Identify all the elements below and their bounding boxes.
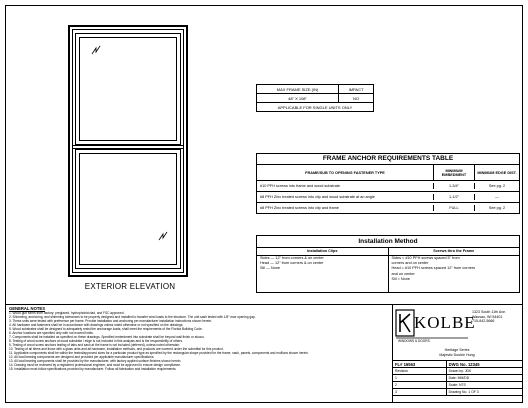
installation-title: Installation Method <box>257 236 519 248</box>
general-notes <box>9 306 369 371</box>
note-item: 1. Wood gulf forms from factory: preglazed, hydrophobic/clad, and FSC approved. <box>9 311 125 315</box>
mfs-header-impact: IMPACT <box>339 85 374 94</box>
series-name: Heritage Series <box>444 348 470 352</box>
fa-cell-edge: — <box>495 195 499 199</box>
fa-cell-embedment: FULL <box>434 205 475 211</box>
fa-cell-fastener: #8 PFH Zinc treated screws into clip and frame <box>257 205 434 211</box>
installation-line: corners and on center <box>391 261 429 266</box>
date: Date: MM/DD <box>446 375 522 382</box>
logo-text: KOLBE <box>414 313 476 332</box>
installation-line: and on center <box>391 271 415 276</box>
note-item: 12. All load bearing components are designed and provided per applicable manufacturer specifications. <box>9 355 155 359</box>
installation-line: Head = #10 PFH screws spaced 12" from corners <box>391 266 476 271</box>
note-item: 5. Wood substrates shall be designed to adequately resist the anchorage loads, shall meet the requirements of the Florida Building Code. <box>9 327 203 331</box>
table-row <box>257 192 519 203</box>
title-block-grid <box>392 360 523 396</box>
note-item: 2. Shimming, anchoring, and shimming tolerances to be properly designed and installed to transfer wind loads to the structure. The unit sash tested with 1/8" max opening gap. <box>9 315 256 319</box>
note-item: 7. Components shall be installed as specified on these drawings. Specified embedment into substrate shall be beyond wall finish or stucco. <box>9 335 205 339</box>
company-address <box>472 310 520 324</box>
mfs-header-size: MAX FRAME SIZE (IN) <box>257 85 339 94</box>
glass-reflection-icon-lower <box>157 230 169 244</box>
table-row <box>393 361 523 368</box>
frame-anchor-table <box>256 153 520 214</box>
note-item: 15. Installation must follow specifications provided by manufacturer. Follow all fabrication and installation requirements. <box>9 367 177 371</box>
fa-cell-edge: See pg. 2 <box>488 206 506 210</box>
note-item: 9. Testing of wood screw anchors testing of tabs and sash at the frame is not included (deferred), unless noted otherwise. <box>9 343 180 347</box>
frame-anchor-title: FRAME ANCHOR REQUIREMENTS TABLE <box>257 154 519 165</box>
installation-clips-column <box>257 248 389 292</box>
table-row <box>257 181 519 192</box>
mfs-footer: APPLICABLE FOR SINGLE UNITS ONLY <box>257 103 374 112</box>
note-item: 3. These units were tested with preference per frame. Provide installation and anchoring per manufacturer installation instructions shown herein. <box>9 319 212 323</box>
revision-label: Revision <box>393 368 447 375</box>
installation-line: Sill = None <box>391 276 410 281</box>
drawing-number: Drawing No. 1 OF 3 <box>446 389 522 396</box>
note-item: 6. Anchor locations are specified only with not exceed limits. <box>9 331 94 335</box>
note-item: 4. All hardware and fasteners shall be in accordance with drawings unless noted otherwise or not specified on the drawings. <box>9 323 184 327</box>
revision-2: 2 <box>393 382 447 389</box>
dwg-number: DWG No. 12345 <box>446 361 522 368</box>
table-row <box>393 368 523 375</box>
fa-cell-fastener: #10 PFH screws into frame and wood substrate <box>257 183 434 189</box>
company-logo <box>394 308 476 344</box>
note-item: 13. All load bearing components shall be provided by the manufacturer, with factory applied surface finishes shown herein. <box>9 359 182 363</box>
note-item: 11. Applicable components shall be within the tested/approved sizes for a particular product type as specified by the rectangular shape provided for the frame, sash, panels, components and mullions shown herein. <box>9 351 309 355</box>
fa-cell-embedment: 1-3/4" <box>434 183 475 189</box>
notes-heading: GENERAL NOTES <box>9 306 45 311</box>
address-line: 715-842-5666 <box>472 319 495 323</box>
installation-method-table <box>256 235 520 293</box>
note-item: 8. Testing of wood screw anchors at wood substrate / edge is not included in this analysis and is the responsibility of others. <box>9 339 183 343</box>
revision-1: 1 <box>393 375 447 382</box>
installation-line: Sill — None <box>260 266 281 271</box>
elevation-title: EXTERIOR ELEVATION <box>84 282 176 291</box>
fa-header-fastener: FRAME/SUB TO OPENING FASTENER TYPE <box>257 165 434 180</box>
fl-number: FL# 16563 <box>393 361 447 368</box>
glass-reflection-icon <box>90 44 102 58</box>
table-row <box>393 382 523 389</box>
table-row <box>393 375 523 382</box>
drawn-by: Drawn by: JDK <box>446 368 522 375</box>
installation-line: Sides — 12" from corners & on center <box>260 256 324 260</box>
fa-cell-fastener: #8 PFH Zinc treated screws into clip and wood substrate at an angle <box>257 194 434 200</box>
table-row <box>257 203 519 213</box>
mfs-impact-value: NO <box>339 94 374 103</box>
screws-header: Screws thru the Frame <box>389 248 520 256</box>
product-series <box>394 348 520 357</box>
mfs-size-value: 48" X 108" <box>257 94 339 103</box>
screws-column <box>389 248 520 292</box>
fa-cell-embedment: 1-1/2" <box>434 194 475 200</box>
installation-clips-header: Installation Clips <box>257 248 388 256</box>
address-line: 1323 South 11th Ave. <box>472 310 507 314</box>
frame-anchor-header-row <box>257 165 519 181</box>
lower-glass <box>79 153 177 265</box>
notes-divider <box>5 304 523 305</box>
fa-header-embedment: MINIMUM EMBEDMENT <box>434 165 475 180</box>
max-frame-size-table <box>256 84 374 112</box>
note-item: 10. Testing of all items and those with a glass units and all hardware, installation methods, and products are covered under the submittal for this product. <box>9 347 224 351</box>
fa-header-edge: MINIMUM EDGE DIST. <box>477 170 517 175</box>
address-line: Wausau, WI 54401 <box>472 314 503 319</box>
revision-3: 3 <box>393 389 447 396</box>
fa-cell-edge: See pg. 2 <box>488 184 506 188</box>
scale: Scale: NTS <box>446 382 522 389</box>
note-item: 14. Drawing must be reviewed by a registered professional engineer, and must be approved to ensure design compliance. <box>9 363 181 367</box>
logo-subtext: WINDOWS & DOORS <box>398 339 430 343</box>
installation-line: Sides = #10 PFH screws spaced 5" from <box>391 256 460 260</box>
product-name: Majestic Double Hung <box>439 352 475 357</box>
table-row <box>393 389 523 396</box>
installation-line: Head — 12" from corners & on center <box>260 261 324 266</box>
